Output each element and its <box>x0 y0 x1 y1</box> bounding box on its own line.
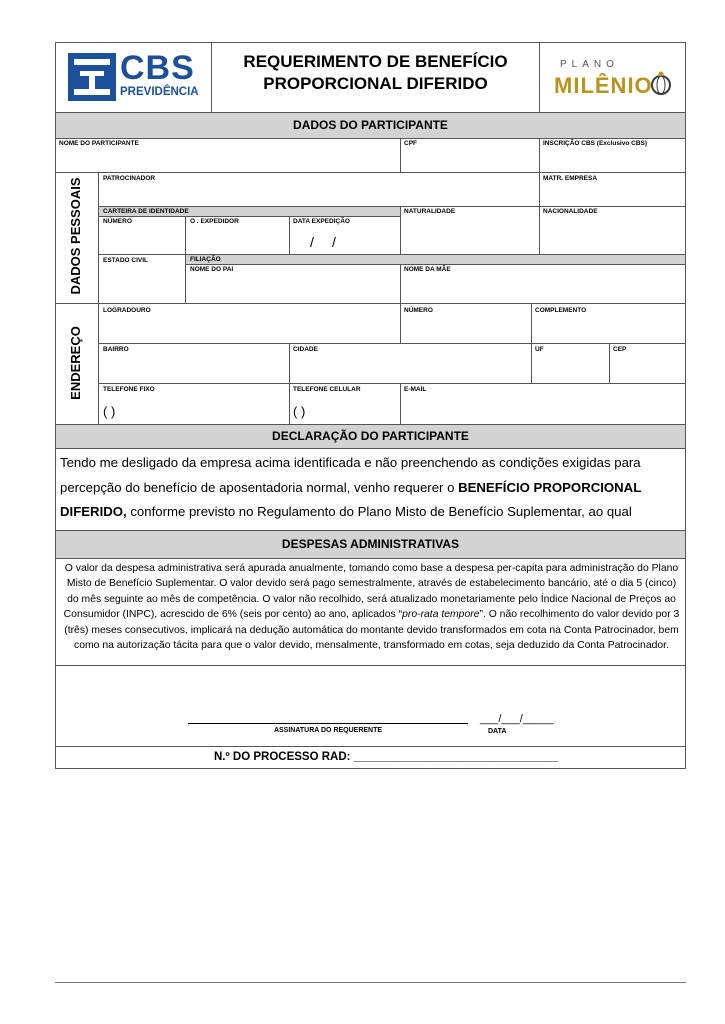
nationality-label: NACIONALIDADE <box>543 208 598 215</box>
id-number-label: NÚMERO <box>103 218 132 225</box>
complement-field[interactable] <box>532 304 685 343</box>
address-number-field[interactable] <box>401 304 531 343</box>
mother-name-field[interactable] <box>401 265 685 303</box>
street-label: LOGRADOURO <box>103 307 151 314</box>
section-dados-participante: DADOS DO PARTICIPANTE <box>56 113 685 138</box>
plano-milenio-logo <box>546 53 681 103</box>
cbs-registration-field[interactable] <box>540 138 685 172</box>
cbs-registration-label: INSCRIÇÃO CBS (Exclusivo CBS) <box>543 140 648 147</box>
benefit-request-form <box>55 42 686 769</box>
process-number[interactable]: N.º DO PROCESSO RAD: ________________________________ <box>214 751 559 763</box>
birthplace-field[interactable] <box>401 207 539 254</box>
side-label-dados-pessoais: DADOS PESSOAIS <box>68 177 83 295</box>
zip-field[interactable] <box>610 344 685 383</box>
cpf-field[interactable] <box>401 138 539 172</box>
date-label: DATA <box>488 728 507 735</box>
declaration-text-bold: BENEFÍCIO PROPORCIONAL DIFERIDO, <box>60 479 642 519</box>
issue-date-label: DATA EXPEDIÇÃO <box>293 218 350 225</box>
id-card-band <box>99 207 400 216</box>
signature-line[interactable] <box>188 723 468 724</box>
expenses-text-part1: O valor da despesa administrativa será apurada anualmente, tomando como base a despesa per-capita para administração do Plano Misto de Benefício Suplementar. O valor devido será pago semestralmente, através de estabelecimento bancário, até o dia 5 (cinco) do mês seguinte ao mês de competência. O valor não recolhido, será atualizado monetariamente pelo Índice Nacional de Preços ao Consumidor (INPC), acrescido de 6% (seis por cento) ao ano, aplicados “ <box>63 563 679 621</box>
district-field[interactable] <box>99 344 289 383</box>
landline-label: TELEFONE FIXO <box>103 386 155 393</box>
participant-name-label: NOME DO PARTICIPANTE <box>59 140 139 147</box>
address-number-label: NÚMERO <box>404 307 433 314</box>
marital-status-field[interactable] <box>99 255 185 303</box>
date-slash-2: / <box>332 234 336 250</box>
footer-divider <box>55 982 686 983</box>
landline-field[interactable] <box>99 384 289 424</box>
district-label: BAIRRO <box>103 346 129 353</box>
email-field[interactable] <box>401 384 685 424</box>
birthplace-label: NATURALIDADE <box>404 208 456 215</box>
sponsor-label: PATROCINADOR <box>103 175 156 182</box>
section-declaracao: DECLARAÇÃO DO PARTICIPANTE <box>56 425 685 448</box>
cbs-brand-text: CBS <box>120 49 195 87</box>
cbs-previdencia-logo <box>68 49 203 101</box>
father-name-field[interactable] <box>186 265 400 303</box>
landline-area-code: ( ) <box>103 404 116 419</box>
marital-status-label: ESTADO CIVIL <box>103 257 149 264</box>
signature-label: ASSINATURA DO REQUERENTE <box>273 727 383 734</box>
state-label: UF <box>535 346 544 353</box>
id-number-field[interactable] <box>99 217 185 254</box>
plano-text: PLANO <box>560 59 619 70</box>
previdencia-text: PREVIDÊNCIA <box>120 86 199 98</box>
city-label: CIDADE <box>293 346 318 353</box>
date-blank[interactable]: ___/___/_____ <box>480 713 554 725</box>
issue-date-field[interactable] <box>290 217 400 254</box>
date-slash-1: / <box>310 234 314 250</box>
company-registration-field[interactable] <box>540 173 685 207</box>
mobile-area-code: ( ) <box>293 404 306 419</box>
complement-label: COMPLEMENTO <box>535 307 587 314</box>
email-label: E-MAIL <box>404 386 427 393</box>
state-field[interactable] <box>532 344 609 383</box>
mother-name-label: NOME DA MÃE <box>404 266 451 273</box>
filiation-band <box>186 255 685 264</box>
page-title <box>212 51 539 95</box>
expenses-text-italic: pro-rata tempore <box>402 609 480 621</box>
street-field[interactable] <box>99 304 400 343</box>
mobile-label: TELEFONE CELULAR <box>293 386 361 393</box>
milenio-text: MILÊNIO <box>554 73 653 98</box>
mobile-field[interactable] <box>290 384 400 424</box>
title-line-2: PROPORCIONAL DIFERIDO <box>263 74 488 93</box>
sponsor-field[interactable] <box>99 173 539 207</box>
declaration-text-part2: conforme previsto no Regulamento do Plano Misto de Benefício Suplementar, ao qual <box>130 504 632 519</box>
father-name-label: NOME DO PAI <box>190 266 234 273</box>
section-despesas: DESPESAS ADMINISTRATIVAS <box>56 531 685 558</box>
cpf-label: CPF <box>404 140 417 147</box>
declaration-text-part1: Tendo me desligado da empresa acima identificada e não preenchendo as condições exigidas para percepção do benefício de aposentadoria normal, venho requerer o <box>60 455 641 495</box>
side-label-endereco: ENDEREÇO <box>68 326 83 400</box>
id-card-label: CARTEIRA DE IDENTIDADE <box>103 208 189 215</box>
expenses-text-part2: ”. O não recolhimento do valor devido por 3 (três) meses consecutivos, implicará na dedução automática do montante devido transformados em cota na Conta Patrocinador, bem como na autorização tácita para que o valor devido, mensalmente, transformado em cotas, seja deduzido da Conta Patrocinador. <box>64 609 680 652</box>
title-line-1: REQUERIMENTO DE BENEFÍCIO <box>243 52 508 71</box>
nationality-field[interactable] <box>540 207 685 254</box>
participant-name-field[interactable] <box>56 138 400 172</box>
issuing-agency-label: O . EXPEDIDOR <box>190 218 239 225</box>
zip-label: CEP <box>613 346 627 353</box>
city-field[interactable] <box>290 344 531 383</box>
expenses-text <box>60 561 683 653</box>
issuing-agency-field[interactable] <box>186 217 289 254</box>
globe-icon <box>650 71 672 97</box>
company-registration-label: MATR. EMPRESA <box>543 175 598 182</box>
filiation-label: FILIAÇÃO <box>190 256 221 263</box>
